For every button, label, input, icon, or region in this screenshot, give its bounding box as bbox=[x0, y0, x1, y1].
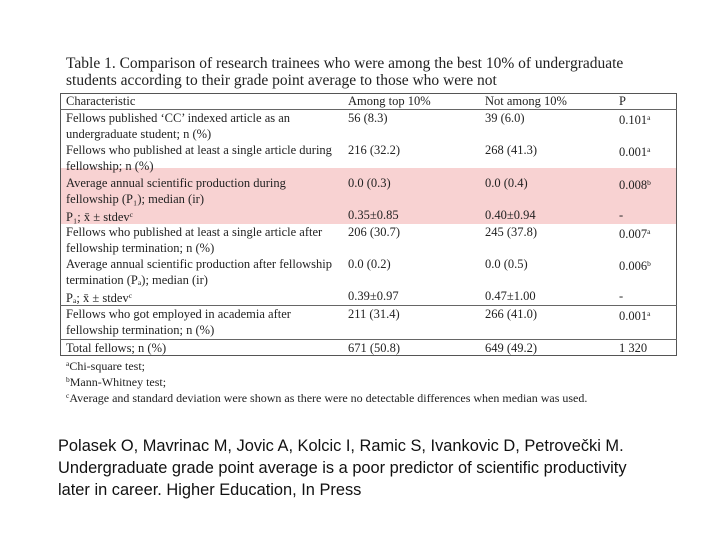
header-p: P bbox=[619, 94, 626, 108]
row-characteristic bbox=[66, 207, 334, 225]
row-characteristic: Fellows published ‘CC’ indexed article as an undergraduate student; n (%) bbox=[66, 111, 291, 142]
row-top10: 0.39±0.97 bbox=[348, 289, 399, 303]
p-footnote-mark: b bbox=[647, 259, 651, 268]
p-footnote-mark: a bbox=[647, 145, 651, 154]
p-value: 0.101 bbox=[619, 113, 648, 127]
footnote-text: Mann-Whitney test; bbox=[69, 375, 167, 389]
row-p bbox=[619, 224, 650, 242]
p-footnote-mark: a bbox=[647, 113, 651, 122]
row-not10: 0.0 (0.4) bbox=[485, 176, 528, 190]
p-value: 1 320 bbox=[619, 341, 648, 355]
p-value: 0.008 bbox=[619, 178, 648, 192]
characteristic-text: P₁; x̄ ± stdev bbox=[66, 210, 130, 224]
row-top10: 206 (30.7) bbox=[348, 225, 401, 239]
total-not10: 649 (49.2) bbox=[485, 341, 538, 355]
p-footnote-mark: b bbox=[647, 178, 651, 187]
row-characteristic: Average annual scientific production during fellowship (P₁); median (ir) bbox=[66, 176, 286, 207]
p-value: 0.001 bbox=[619, 309, 648, 323]
footnote-text: Average and standard deviation were shown as there were no detectable differences when median was used. bbox=[69, 391, 588, 405]
row-not10: 0.0 (0.5) bbox=[485, 257, 528, 271]
total-top10: 671 (50.8) bbox=[348, 341, 401, 355]
row-characteristic: Fellows who got employed in academia after fellowship termination; n (%) bbox=[66, 307, 291, 338]
row-not10: 266 (41.0) bbox=[485, 307, 538, 321]
row-not10: 0.40±0.94 bbox=[485, 208, 536, 222]
footnote-text: Chi-square test; bbox=[69, 359, 145, 373]
p-value: 0.001 bbox=[619, 145, 648, 159]
footnote bbox=[66, 357, 646, 373]
row-top10: 0.0 (0.3) bbox=[348, 176, 391, 190]
footnote bbox=[66, 373, 646, 389]
row-top10: 56 (8.3) bbox=[348, 111, 388, 125]
header-top10: Among top 10% bbox=[348, 94, 431, 108]
row-top10: 211 (31.4) bbox=[348, 307, 400, 321]
p-value: - bbox=[619, 289, 624, 303]
row-top10: 0.35±0.85 bbox=[348, 208, 399, 222]
footnote-mark: a bbox=[66, 359, 70, 368]
row-top10: 0.0 (0.2) bbox=[348, 257, 391, 271]
row-p bbox=[619, 175, 651, 193]
footnote bbox=[66, 389, 646, 405]
characteristic-footnote-mark: c bbox=[129, 210, 133, 219]
row-p bbox=[619, 288, 623, 304]
total-characteristic: Total fellows; n (%) bbox=[66, 341, 167, 355]
table-footnotes bbox=[66, 357, 646, 405]
p-value: 0.007 bbox=[619, 227, 648, 241]
p-value: 0.006 bbox=[619, 259, 648, 273]
row-characteristic bbox=[66, 288, 334, 306]
row-not10: 0.47±1.00 bbox=[485, 289, 536, 303]
row-not10: 39 (6.0) bbox=[485, 111, 525, 125]
p-footnote-mark: a bbox=[647, 309, 651, 318]
p-footnote-mark: a bbox=[647, 227, 651, 236]
footnote-mark: b bbox=[66, 375, 70, 384]
row-p bbox=[619, 110, 650, 128]
row-p bbox=[619, 256, 651, 274]
row-not10: 268 (41.3) bbox=[485, 143, 538, 157]
row-p bbox=[619, 306, 650, 324]
row-p bbox=[619, 142, 650, 160]
row-p bbox=[619, 207, 623, 223]
header-characteristic: Characteristic bbox=[66, 94, 136, 108]
characteristic-footnote-mark: c bbox=[128, 291, 133, 300]
p-value: - bbox=[619, 208, 624, 222]
characteristic-text: Pₐ; x̄ ± stdev bbox=[66, 291, 129, 305]
row-characteristic: Fellows who published at least a single article during fellowship; n (%) bbox=[66, 143, 332, 174]
table-title: Table 1. Comparison of research trainees who were among the best 10% of undergraduate students according to their grade point average to those who were not bbox=[66, 55, 624, 89]
footnote-mark: c bbox=[66, 391, 70, 400]
header-not10: Not among 10% bbox=[485, 94, 567, 108]
row-characteristic: Fellows who published at least a single article after fellowship termination; n (%) bbox=[66, 225, 323, 256]
total-p bbox=[619, 340, 647, 356]
citation-text: Polasek O, Mavrinac M, Jovic A, Kolcic I, Ramic S, Ivankovic D, Petrovečki M. Undergraduate grade point average is a poor predictor of scientific productivity later in career. Higher Education, In Press bbox=[58, 437, 627, 499]
row-characteristic: Average annual scientific production after fellowship termination (Pₐ); median (ir) bbox=[66, 257, 332, 288]
row-top10: 216 (32.2) bbox=[348, 143, 401, 157]
row-not10: 245 (37.8) bbox=[485, 225, 538, 239]
